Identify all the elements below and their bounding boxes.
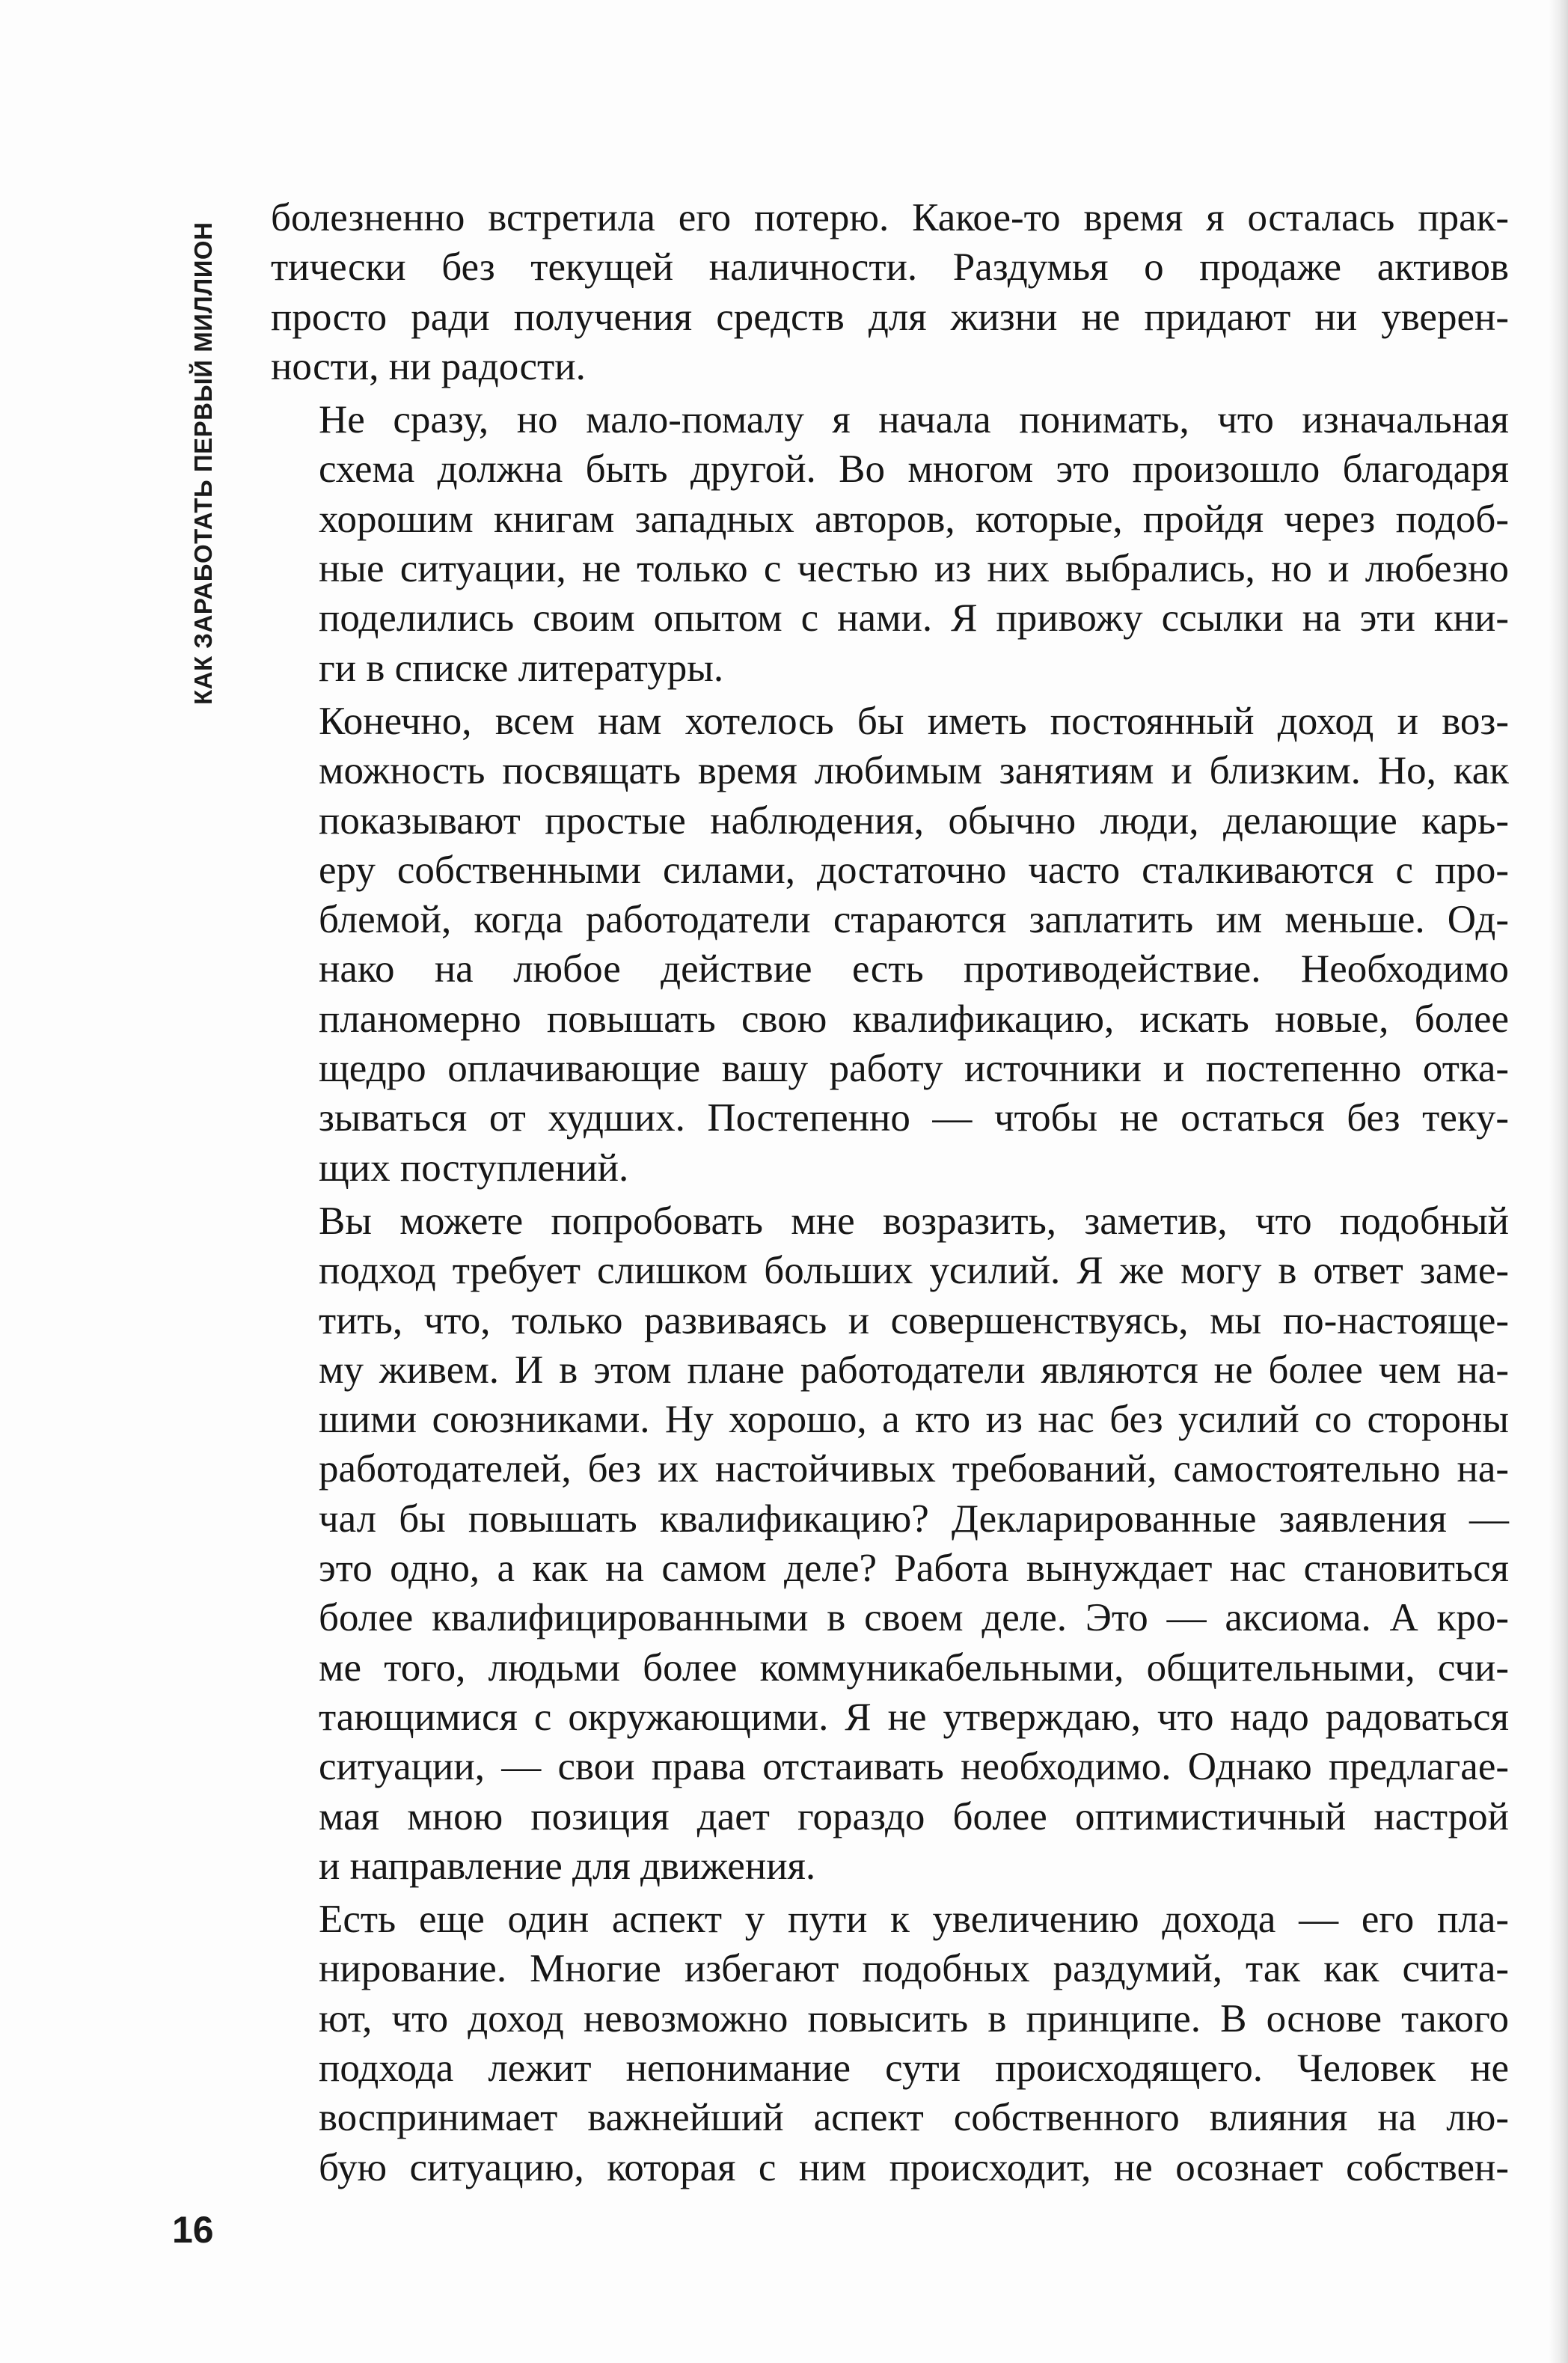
paragraph [271, 1196, 1509, 1891]
text-line: шими союзниками. Ну хорошо, а кто из нас без усилий со стороны [319, 1398, 1509, 1442]
running-head: КАК ЗАРАБОТАТЬ ПЕРВЫЙ МИЛЛИОН [189, 221, 217, 705]
paragraph [271, 193, 1509, 391]
paragraph [271, 697, 1509, 1193]
text-line: поделились своим опытом с нами. Я привожу ссылки на эти кни- [319, 596, 1509, 641]
text-line: это одно, а как на самом деле? Работа вынуждает нас становиться [319, 1547, 1509, 1591]
text-line: тически без текущей наличности. Раздумья о продаже активов [271, 245, 1509, 290]
text-line: Есть еще один аспект у пути к увеличению дохода — его пла- [319, 1898, 1509, 1942]
text-line: еру собственными силами, достаточно часто сталкиваются с про- [319, 848, 1509, 892]
text-line: планомерно повышать свою квалификацию, искать новые, более [319, 997, 1509, 1041]
text-line: бую ситуацию, которая с ним происходит, не осознает собствен- [319, 2145, 1509, 2189]
text-line: схема должна быть другой. Во многом это произошло благодаря [319, 447, 1509, 492]
text-line: болезненно встретила его потерю. Какое-то время я осталась прак- [271, 196, 1509, 239]
text-line: тающимися с окружающими. Я не утверждаю, что надо радоваться [319, 1695, 1509, 1739]
text-line: ги в списке литературы. [319, 646, 724, 690]
text-line: просто ради получения средств для жизни не придают ни уверен- [271, 295, 1509, 339]
text-line: ситуации, — свои права отстаивать необходимо. Однако предлагае- [319, 1745, 1509, 1789]
text-line: Вы можете попробовать мне возразить, заметив, что подобный [319, 1199, 1509, 1243]
text-line: блемой, когда работодатели стараются заплатить им меньше. Од- [319, 898, 1509, 942]
text-line: подход требует слишком больших усилий. Я же могу в ответ заме- [319, 1249, 1509, 1293]
text-line: ности, ни радости. [271, 344, 586, 388]
text-line: нако на любое действие есть противодействие. Необходимо [319, 947, 1509, 991]
text-line: нирование. Многие избегают подобных раздумий, так как счита- [319, 1947, 1509, 1991]
text-line: ют, что доход невозможно повысить в принципе. В основе такого [319, 1996, 1509, 2041]
text-line: щедро оплачивающие вашу работу источники и постепенно отка- [319, 1047, 1509, 1091]
page-number: 16 [172, 2209, 214, 2251]
text-line: ные ситуации, не только с честью из них выбрались, но и любезно [319, 547, 1509, 591]
text-line: подхода лежит непонимание сути происходящего. Человек не [319, 2046, 1509, 2090]
text-line: хорошим книгам западных авторов, которые, пройдя через подоб- [319, 497, 1509, 541]
text-line: щих поступлений. [319, 1146, 629, 1190]
text-line: му живем. И в этом плане работодатели являются не более чем на- [319, 1348, 1509, 1392]
text-line: и направление для движения. [319, 1844, 816, 1888]
paragraph [271, 1895, 1509, 2192]
page-edge-shadow [1549, 0, 1568, 2363]
text-line: показывают простые наблюдения, обычно люди, делающие карь- [319, 798, 1509, 843]
text-line: чал бы повышать квалификацию? Декларированные заявления — [319, 1497, 1509, 1541]
text-line: Не сразу, но мало-помалу я начала понимать, что изначальная [319, 398, 1509, 442]
text-line: можность посвящать время любимым занятиям и близким. Но, как [319, 749, 1509, 793]
text-line: тить, что, только развиваясь и совершенствуясь, мы по-настояще- [319, 1298, 1509, 1342]
text-line: более квалифицированными в своем деле. Это — аксиома. А кро- [319, 1596, 1509, 1640]
text-line: воспринимает важнейший аспект собственного влияния на лю- [319, 2096, 1509, 2140]
text-line: работодателей, без их настойчивых требований, самостоятельно на- [319, 1447, 1509, 1491]
text-line: зываться от худших. Постепенно — чтобы не остаться без теку- [319, 1096, 1509, 1140]
text-line: ме того, людьми более коммуникабельными, общительными, счи- [319, 1645, 1509, 1690]
body-text [271, 193, 1509, 2196]
paragraph [271, 395, 1509, 693]
text-line: Конечно, всем нам хотелось бы иметь постоянный доход и воз- [319, 699, 1509, 743]
text-line: мая мною позиция дает гораздо более оптимистичный настрой [319, 1794, 1509, 1838]
